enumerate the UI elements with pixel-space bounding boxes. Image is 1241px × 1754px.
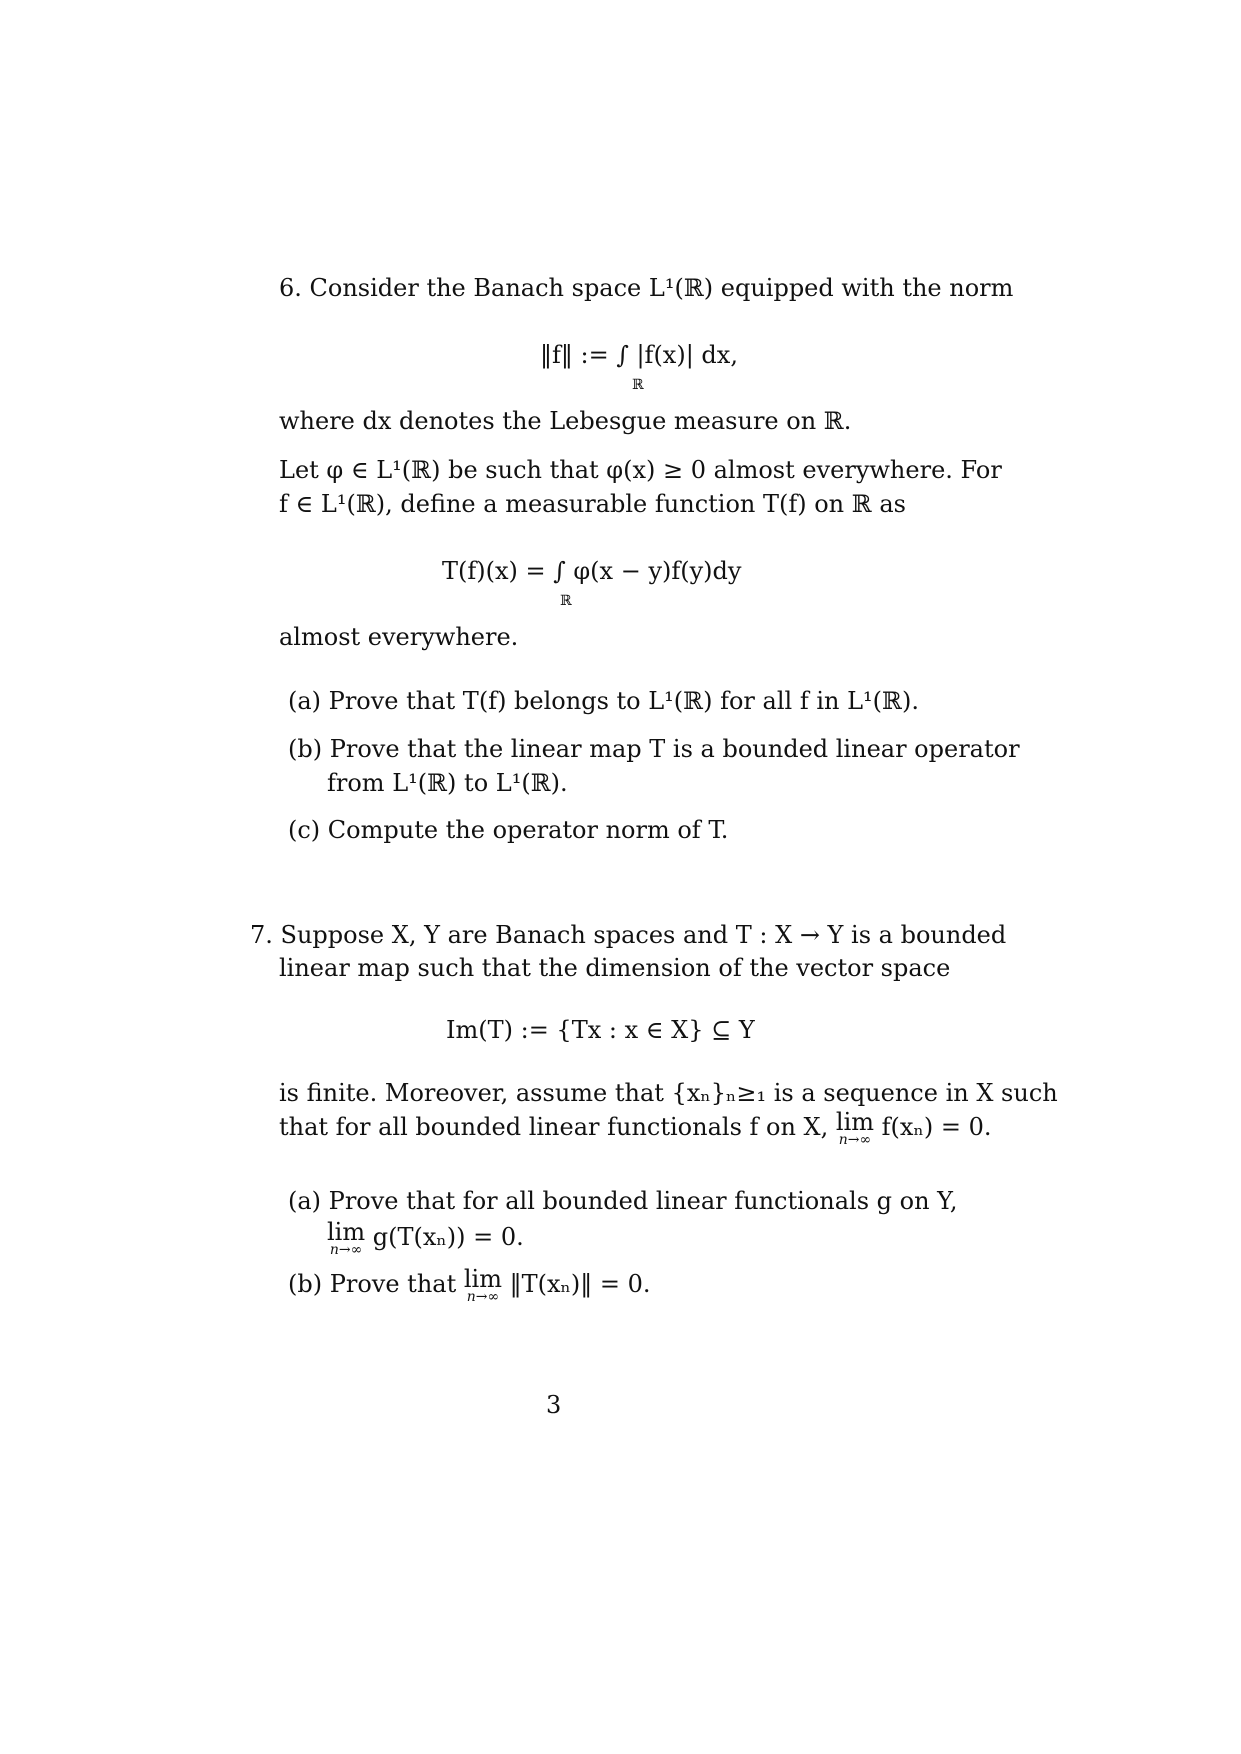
q7-image-equation: Im(T) := {Tx : x ∈ X} ⊆ Y bbox=[446, 1016, 755, 1044]
q6-convolution-equation bbox=[442, 556, 742, 609]
q7-part-a-line-1: (a) Prove that for all bounded linear functionals g on Y, bbox=[288, 1187, 958, 1215]
q7-limit-3-lim: lim bbox=[463, 1265, 502, 1293]
q7-part-b-post: ‖T(xₙ)‖ = 0. bbox=[509, 1270, 651, 1298]
q7-limit-2-under: n→∞ bbox=[329, 1242, 363, 1258]
q6-convolution-subscript: ℝ bbox=[560, 593, 572, 609]
q7-part-b bbox=[288, 1265, 651, 1305]
q7-line-2: linear map such that the dimension of the vector space bbox=[279, 954, 951, 982]
q7-limit-1-lim: lim bbox=[835, 1108, 875, 1136]
q6-part-c: (c) Compute the operator norm of T. bbox=[288, 816, 729, 844]
q6-measure-text: where dx denotes the Lebesgue measure on ℝ. bbox=[279, 407, 852, 435]
q7-part-b-pre: (b) Prove that bbox=[288, 1270, 457, 1298]
q6-norm-subscript: ℝ bbox=[632, 377, 644, 393]
q7-limit-3 bbox=[463, 1265, 502, 1305]
q7-finite-line-2-post: f(xₙ) = 0. bbox=[881, 1113, 992, 1141]
q6-let-line-2: f ∈ L¹(ℝ), define a measurable function T(f) on ℝ as bbox=[279, 490, 906, 518]
q6-convolution-expression: T(f)(x) = ∫ φ(x − y)f(y)dy bbox=[442, 557, 742, 585]
q7-part-a-line-2-post: g(T(xₙ)) = 0. bbox=[372, 1223, 524, 1251]
q7-limit-3-under: n→∞ bbox=[466, 1289, 500, 1305]
q7-part-a-line-2 bbox=[327, 1218, 524, 1258]
q7-limit-2-lim: lim bbox=[327, 1218, 366, 1246]
q6-ae-text: almost everywhere. bbox=[279, 623, 519, 651]
q7-finite-line-2 bbox=[279, 1108, 992, 1148]
q7-limit-1 bbox=[835, 1108, 875, 1148]
q7-limit-2 bbox=[327, 1218, 366, 1258]
q6-norm-expression: ‖f‖ := ∫ |f(x)| dx, bbox=[540, 341, 738, 369]
q6-let-line-1: Let φ ∈ L¹(ℝ) be such that φ(x) ≥ 0 almost everywhere. For bbox=[279, 456, 1002, 484]
q6-part-a: (a) Prove that T(f) belongs to L¹(ℝ) for all f in L¹(ℝ). bbox=[288, 687, 919, 715]
q7-finite-line-2-pre: that for all bounded linear functionals f on X, bbox=[279, 1113, 829, 1141]
q7-finite-line-1: is finite. Moreover, assume that {xₙ}ₙ≥₁ is a sequence in X such bbox=[279, 1079, 1058, 1107]
q6-norm-equation bbox=[540, 340, 738, 393]
q6-part-b-line-1: (b) Prove that the linear map T is a bounded linear operator bbox=[288, 735, 1020, 763]
q7-line-1: 7. Suppose X, Y are Banach spaces and T : X → Y is a bounded bbox=[250, 921, 1007, 949]
page-number: 3 bbox=[546, 1391, 562, 1419]
q6-part-b-line-2: from L¹(ℝ) to L¹(ℝ). bbox=[327, 769, 568, 797]
q7-limit-1-under: n→∞ bbox=[838, 1132, 872, 1148]
q6-intro: 6. Consider the Banach space L¹(ℝ) equipped with the norm bbox=[279, 274, 1014, 302]
